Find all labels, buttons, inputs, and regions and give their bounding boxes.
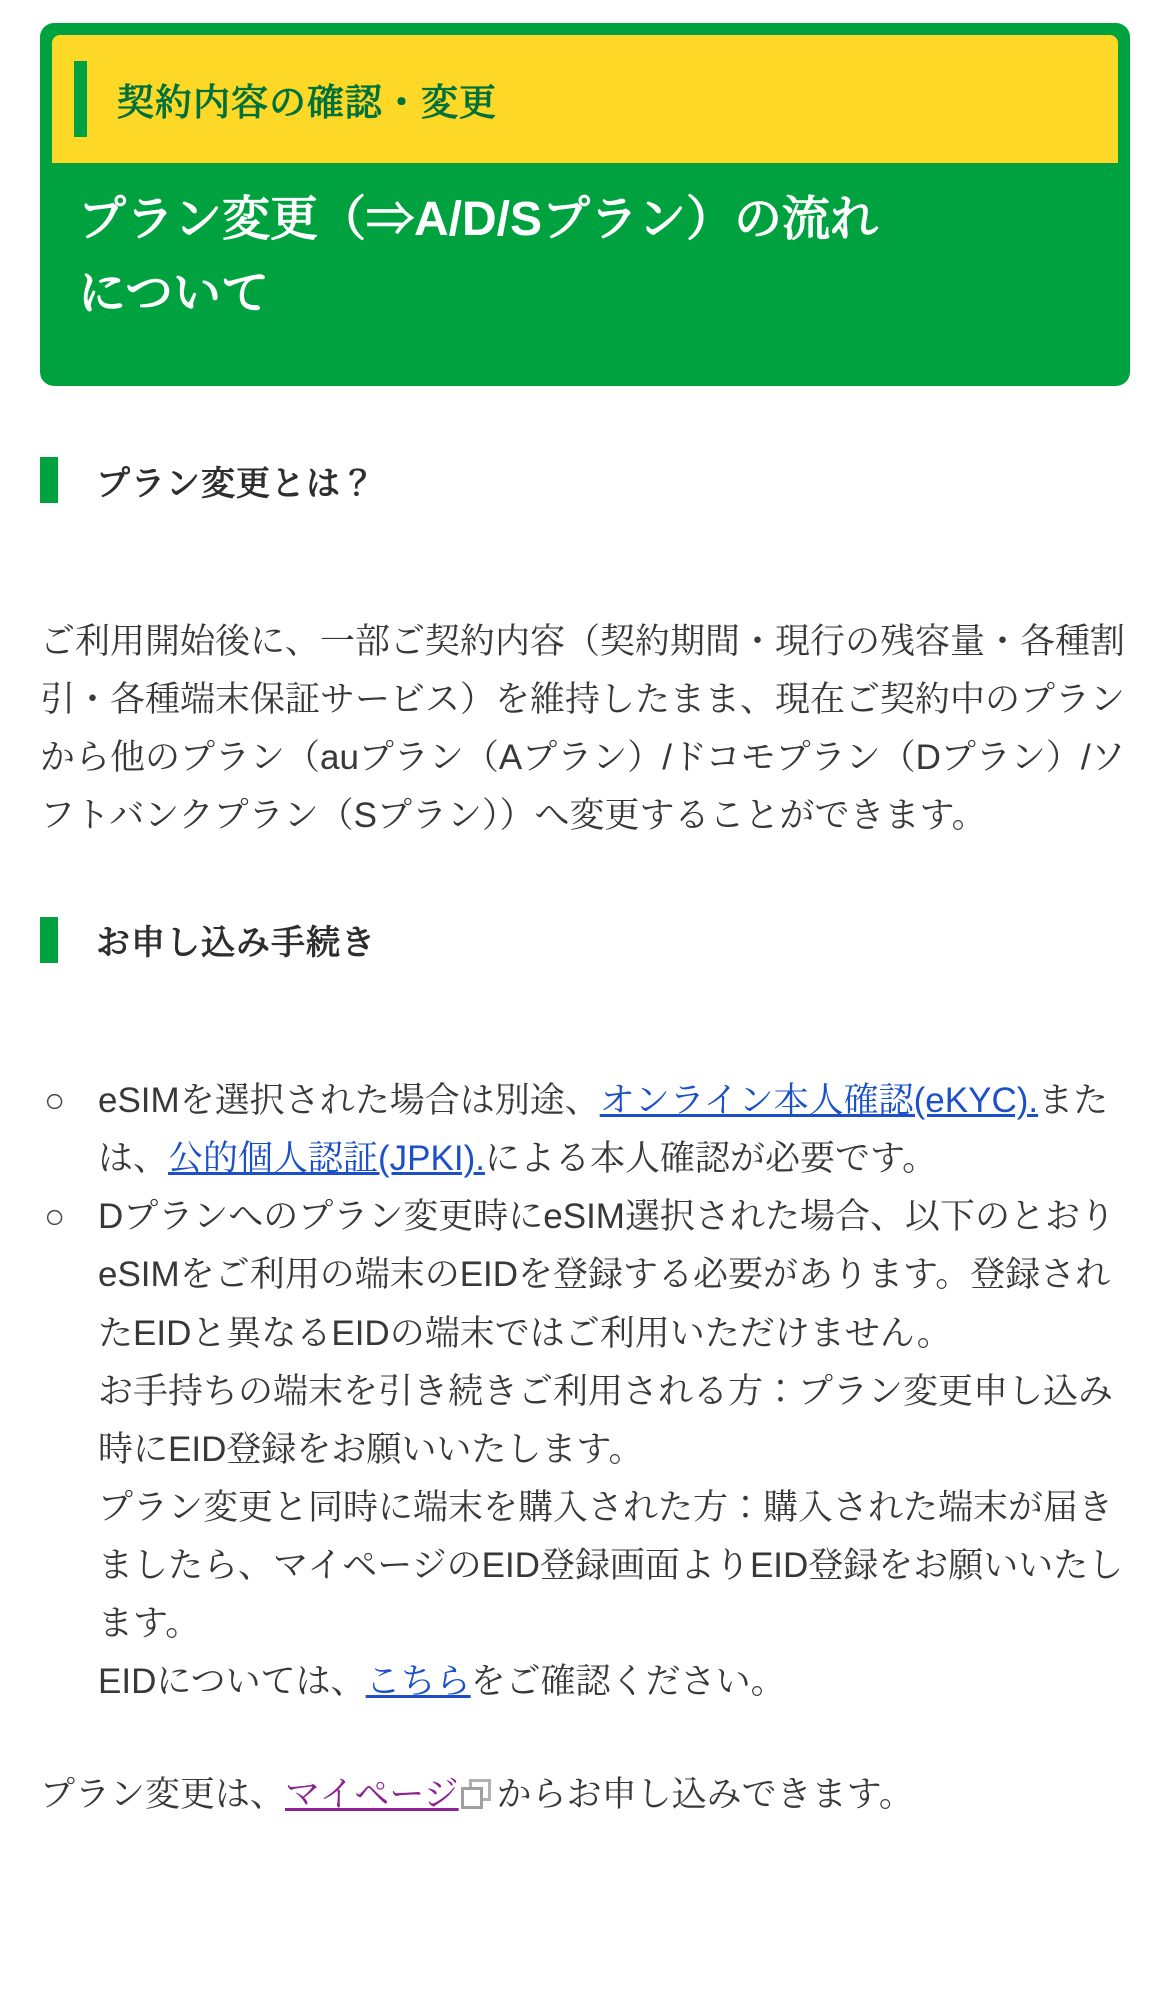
section-accent-bar [40,457,58,503]
text-line [98,1188,1130,1362]
text-run: お手持ちの端末を引き続きご利用される方：プラン変更申し込み時にEID登録をお願いいたします。 [98,1371,1114,1469]
mypage-link[interactable]: マイページ [285,1775,459,1815]
hero-card [40,23,1130,386]
text-run: eSIMを選択された場合は別途、 [98,1081,600,1121]
category-header [52,35,1118,163]
circle-bullet: ○ [44,1081,66,1121]
text-line [98,1363,1130,1479]
text-run: EIDについては、 [98,1662,366,1702]
list-item [40,1188,1130,1711]
about-paragraph: ご利用開始後に、一部ご契約内容（契約期間・現行の残容量・各種割引・各種端末保証サービス）を維持したまま、現在ご契約中のプランから他のプラン（auプラン（Aプラン）/ドコモプラン（Dプラン）/ソフトバンクプラン（Sプラン））へ変更することができます。 [40,621,1126,836]
text-run: からお申し込みできます。 [496,1775,914,1815]
jpki-link[interactable]: 公的個人認証(JPKI). [168,1139,485,1179]
section-accent-bar [40,917,58,963]
procedure-list [40,1072,1130,1711]
text-run: プラン変更と同時に端末を購入された方：購入された端末が届きましたら、マイページのEID登録画面よりEID登録をお願いいたします。 [98,1487,1124,1643]
eid-details-link[interactable]: こちら [365,1662,471,1702]
ekyc-link[interactable]: オンライン本人確認(eKYC). [599,1081,1039,1121]
text-run: による本人確認が必要です。 [484,1139,938,1179]
apply-note [40,1766,1130,1824]
section-heading-apply [40,915,1130,964]
external-link-icon-front [461,1787,483,1809]
section-title-about: プラン変更とは？ [96,464,376,503]
text-line [98,1653,1130,1711]
text-line [98,1072,1130,1188]
list-item-content [98,1188,1130,1711]
text-run: Dプランへのプラン変更時にeSIM選択された場合、以下のとおりeSIMをご利用の端末のEIDを登録する必要があります。登録されたEIDと異なるEIDの端末ではご利用いただけません。 [98,1197,1115,1353]
section-title-apply: お申し込み手続き [96,924,376,963]
text-run: をご確認ください。 [470,1662,786,1702]
text-run: プラン変更は、 [40,1775,286,1815]
list-item-content [98,1072,1130,1188]
section-heading-about [40,456,1130,505]
category-accent-bar [74,61,87,137]
text-run: または、 [98,1081,1109,1179]
page-title: プラン変更（⇒A/D/Sプラン）の流れについて [78,193,879,321]
external-link-icon [461,1779,491,1809]
text-line [98,1479,1130,1653]
list-item [40,1072,1130,1188]
circle-bullet: ○ [44,1197,66,1237]
category-label: 契約内容の確認・変更 [117,82,497,123]
